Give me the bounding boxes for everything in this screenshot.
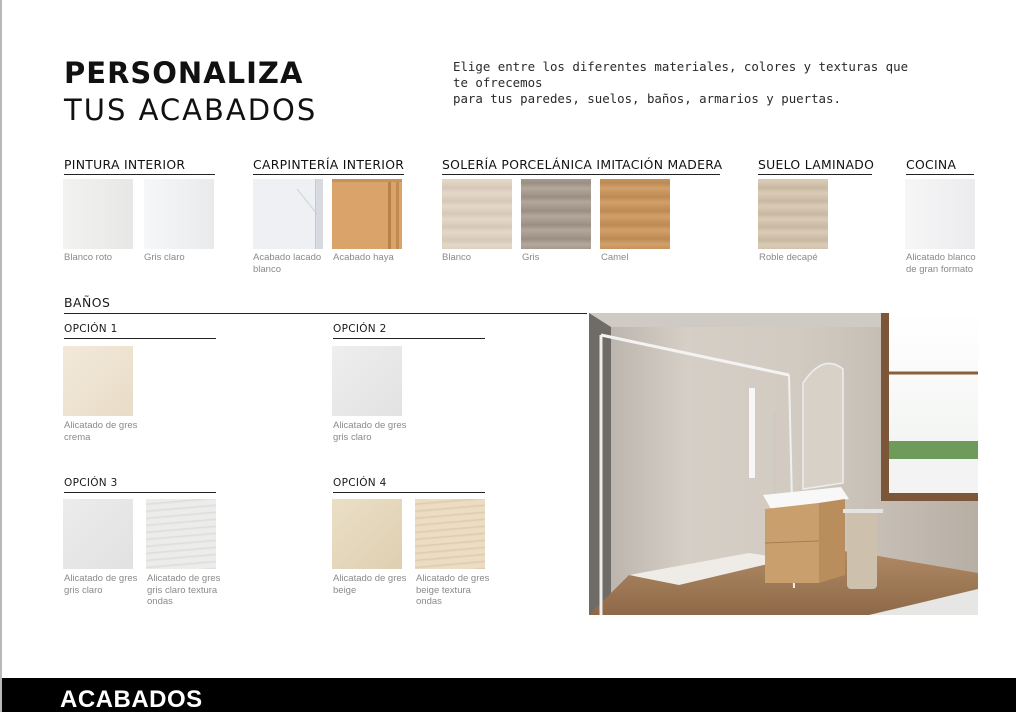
footer-title: ACABADOS	[60, 686, 203, 713]
page-edge-rule	[0, 0, 2, 712]
section-pintura-interior	[64, 157, 215, 175]
swatch-blanco-roto	[63, 179, 133, 249]
section-heading: COCINA	[906, 157, 974, 175]
swatch-caption: Alicatado de gres beige	[333, 573, 407, 596]
swatch-caption: Alicatado de gres beige textura ondas	[416, 573, 490, 607]
swatch-caption: Alicatado de gres gris claro textura ondas	[147, 573, 221, 607]
section-heading: PINTURA INTERIOR	[64, 157, 215, 175]
swatch-gres-gris-claro	[332, 346, 402, 416]
banos-opcion-4-heading: OPCIÓN 4	[333, 477, 485, 493]
page-title-bold: PERSONALIZA	[64, 56, 304, 90]
swatch-caption: Alicatado de gres gris claro	[333, 420, 407, 443]
section-heading: CARPINTERÍA INTERIOR	[253, 157, 404, 175]
swatch-caption: Acabado haya	[333, 252, 394, 263]
swatch-cocina-blanco	[905, 179, 975, 249]
section-heading: SUELO LAMINADO	[758, 157, 872, 175]
swatch-gres-beige-ondas	[415, 499, 485, 569]
intro-line-1: Elige entre los diferentes materiales, colores y texturas que te ofrecemos	[453, 59, 909, 90]
swatch-caption: Alicatado de gres crema	[64, 420, 138, 443]
banos-opcion-1-heading: OPCIÓN 1	[64, 323, 216, 339]
swatch-caption: Alicatado de gres gris claro	[64, 573, 138, 596]
swatch-haya	[332, 179, 402, 249]
swatch-caption: Camel	[601, 252, 629, 263]
swatch-caption: Roble decapé	[759, 252, 818, 263]
section-suelo-laminado	[758, 157, 875, 175]
intro-text	[453, 59, 923, 107]
swatch-gres-crema	[63, 346, 133, 416]
swatch-gres-gris-claro	[63, 499, 133, 569]
section-heading: SOLERÍA PORCELÁNICA IMITACIÓN MADERA	[442, 157, 720, 175]
bathroom-render-image	[589, 313, 978, 615]
swatch-caption: Blanco roto	[64, 252, 113, 263]
swatch-soleria-gris	[521, 179, 591, 249]
banos-opcion-3-heading: OPCIÓN 3	[64, 477, 216, 493]
bathroom-photo	[589, 313, 978, 615]
section-banos-heading: BAÑOS	[64, 295, 587, 314]
swatch-caption: Acabado lacado blanco	[253, 252, 322, 275]
banos-opcion-2-heading: OPCIÓN 2	[333, 323, 485, 339]
section-soleria	[442, 157, 723, 175]
door-panel-image	[253, 179, 323, 249]
section-cocina	[906, 157, 974, 175]
swatch-gres-gris-claro-ondas	[146, 499, 216, 569]
swatch-caption: Gris claro	[144, 252, 185, 263]
swatch-soleria-camel	[600, 179, 670, 249]
wood-door-image	[332, 179, 402, 249]
swatch-gris-claro	[144, 179, 214, 249]
swatch-lacado-blanco	[253, 179, 323, 249]
swatch-roble-decape	[758, 179, 828, 249]
section-carpinteria-interior	[253, 157, 404, 175]
footer-bar	[2, 678, 1016, 712]
intro-line-2: para tus paredes, suelos, baños, armarios y puertas.	[453, 91, 841, 106]
swatch-caption: Gris	[522, 252, 540, 263]
swatch-caption: Alicatado blanco de gran formato	[906, 252, 976, 275]
page-title-light: TUS ACABADOS	[64, 93, 318, 127]
swatch-gres-beige	[332, 499, 402, 569]
swatch-caption: Blanco	[442, 252, 472, 263]
swatch-soleria-blanco	[442, 179, 512, 249]
